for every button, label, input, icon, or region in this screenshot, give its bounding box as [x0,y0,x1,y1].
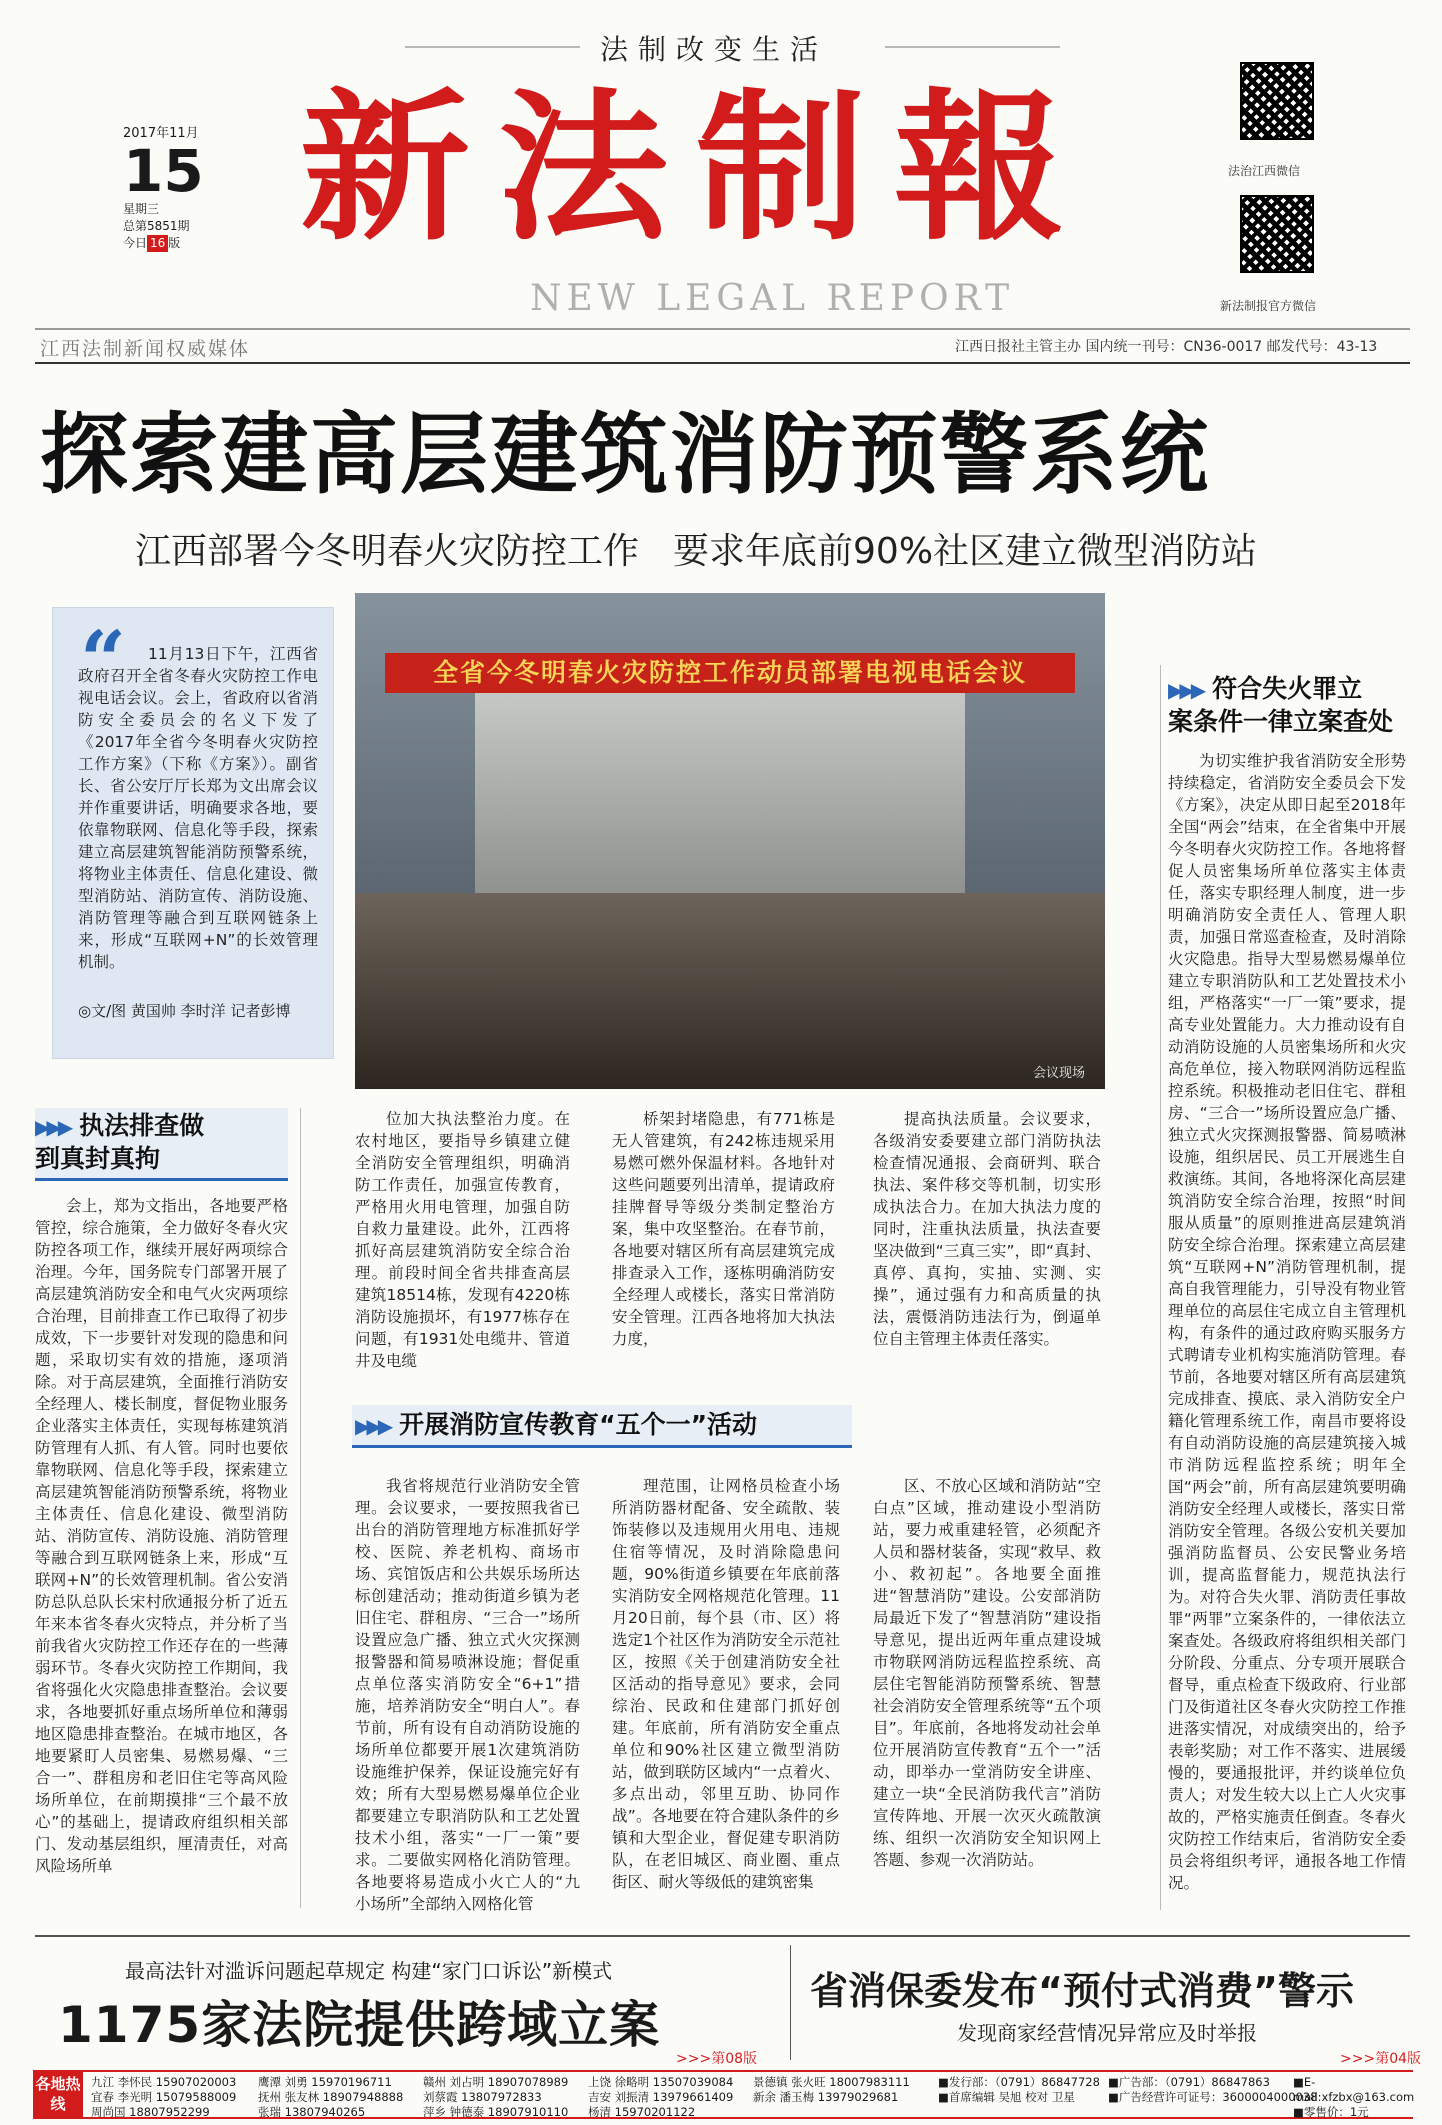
section-enforce-col3: 桥架封堵隐患，有771栋是无人管建筑，有242栋违规采用易燃可燃外保温材料。各地针对这些问题要列出清单，提请政府挂牌督导等级分类制定整治方案，集中攻坚整治。在春节前，各地要对辖区所有高层建筑完成排查录入工作，逐栋明确消防安全经理人或楼长，落实日常消防安全管理。江西各地将加大执法力度， [612,1110,835,1348]
bottom-right-page-ref[interactable]: >>>第04版 [1340,2051,1422,2067]
date-year-month: 2017年11月 [123,126,199,141]
column-divider-right [1160,665,1161,1910]
qr-code-weixin-2[interactable] [1240,195,1314,273]
weekday: 星期三 [123,202,160,216]
photo-audience [355,893,1105,1089]
hotline-group-3: 赣州 刘占明 18907078989 刘蔡霞 13807972833 萍乡 钟德泰 18907910110 [423,2075,569,2119]
arrow-icon: ▶▶▶ [1168,678,1203,702]
footer-hotlines [33,2070,1413,2119]
lead-headline: 探索建高层建筑消防预警系统 [40,403,1211,506]
hotline-group-2: 鹰潭 刘勇 15970196711 抚州 张友林 18907948888 张瑞 13807940265 [258,2075,404,2119]
lead-byline: ◎文/图 黄国帅 李时洋 记者彭博 [78,1002,291,1020]
issue-number: 总第5851期 [123,219,190,233]
section-edu-col1: 我省将规范行业消防安全管理。会议要求，一要按照我省已出台的消防管理地方标准抓好学校、医院、养老机构、商场市场、宾馆饭店和公共娱乐场所达标创建活动；推动街道乡镇为老旧住宅、群租房、“三合一”场所设置应急广播、独立式火灾探测报警器和简易喷淋设施；督促重点单位落实消防安全“6+1”措施，培养消防安全“明白人”。春节前，所有设有自动消防设施的场所单位都要开展1次建筑消防设施维护保养，保证设施完好有效；所有大型易燃易爆单位企业都要建立专职消防队和工艺处置技术小组，落实“一厂一策”要求。二要做实网格化消防管理。各地要将易造成小火亡人的“九小场所”全部纳入网格化管 [355,1477,580,1913]
lead-quote-text: 11月13日下午，江西省政府召开全省冬春火灾防控工作电视电话会议。会上，省政府以省消防安全委员会的名义下发了《2017年全省今冬明春火灾防控工作方案》（下称《方案》）。副省长、省公安厅厅长郑为文出席会议并作重要讲话，明确要求各地，要依靠物联网、信息化等手段，探索建立高层建筑智能消防预警系统，将物业主体责任、信息化建设、微型消防站、消防宣传、消防设施、消防管理等融合到互联网链条上来，形成“互联网+N”的长效管理机制。 [78,645,318,971]
slogan: 法制改变生活 [600,33,829,66]
arrow-icon: ▶▶▶ [355,1414,390,1438]
date-day: 15 [123,137,204,205]
section-enforce-col2: 位加大执法整治力度。在农村地区，要指导乡镇建立健全消防安全管理组织，明确消防工作责任，加强宣传教育，严格用火用电管理，加强自防自救力量建设。此外，江西将抓好高层建筑消防安全综合治理。前段时间全省共排查高层建筑18514栋，发现有4220栋消防设施损坏，有1977栋存在问题，有1931处电缆井、管道井及电缆 [355,1110,570,1370]
tagline: 江西法制新闻权威媒体 [40,338,251,360]
section-edu-col3: 区、不放心区域和消防站“空白点”区域，推动建设小型消防站，要力戒重建轻管，必须配齐人员和器材装备，实现“救早、救小、救初起”。各地要全面推进“智慧消防”建设。公安部消防局最近下发了“智慧消防”建设指导意见，提出近两年重点建设城市物联网消防远程监控系统、高层住宅智能消防预警系统、智慧社会消防安全管理系统等“五个项目”。年底前，各地将发动社会单位开展消防宣传教育“五个一”活动，即举办一堂消防安全讲座、建立一块“全民消防我代言”消防宣传阵地、开展一次灭火疏散演练、组织一次消防安全知识网上答题、参观一次消防站。 [873,1477,1101,1869]
bottom-right-headline[interactable]: 省消保委发布“预付式消费”警示 [810,1969,1354,2013]
arrow-icon: ▶▶▶ [35,1115,70,1139]
qr2-caption: 新法制报官方微信 [1220,299,1317,313]
publisher-info: 江西日报社主管主办 国内统一刊号：CN36-0017 邮发代号：43-13 [955,339,1378,355]
subhead-part-2: 要求年底前90%社区建立微型消防站 [673,531,1258,572]
infobar-divider [35,362,1410,364]
section-edu-title: ▶▶▶ 开展消防宣传教育“五个一”活动 [355,1410,758,1439]
bottom-left-page-ref[interactable]: >>>第08版 [676,2051,758,2067]
column-divider [300,1108,301,1908]
page-count: 今日 16 版 [123,236,181,250]
slogan-line-left [405,46,580,48]
lead-subhead [135,523,1291,574]
slogan-line-right [885,46,1060,48]
hotline-group-5: 景德镇 张火旺 18007983111 新余 潘玉梅 13979029681 [753,2075,910,2104]
section-enforce-col1: 会上，郑为文指出，各地要严格管控，综合施策，全力做好冬春火灾防控各项工作，继续开展好两项综合治理。今年，国务院专门部署开展了高层建筑消防安全和电气火灾两项综合治理，目前排查工作已取得了初步成效，下一步要针对发现的隐患和问题，采取切实有效的措施，逐项消除。对于高层建筑，全面推行消防安全经理人、楼长制度，督促物业服务企业落实主体责任，实现每栋建筑消防管理有人抓、有人管。同时也要依靠物联网、信息化等手段，探索建立高层建筑智能消防预警系统，将物业主体责任、信息化建设、微型消防站、消防宣传、消防设施、消防管理等融合到互联网链条上来，形成“互联网+N”的长效管理机制。省公安消防总队总队长宋村欣通报分析了近五年来本省冬春火灾特点，并分析了当前我省火灾防控工作还存在的一些薄弱环节。冬春火灾防控工作期间，我省将强化火灾隐患排查整治。会议要求，各地要抓好重点场所单位和薄弱地区隐患排查整治。在城市地区，各地要紧盯人员密集、易燃易爆、“三合一”、群租房和老旧住宅等高风险场所单位，在前期摸排“三个最不放心”的基础上，提请政府组织相关部门、发动基层组织，厘清责任，对高风险场所单 [35,1197,288,1875]
photo-screen [475,683,965,903]
masthead-title: 新法制報 [300,73,1093,263]
subhead-part-1: 江西部署今冬明春火灾防控工作 [135,531,640,572]
bottom-vertical-divider [790,1945,791,2060]
date-block [123,122,204,252]
bottom-right-subhead: 发现商家经营情况异常应及时举报 [957,2021,1257,2045]
bottom-divider [35,1935,1410,1937]
masthead-divider [35,328,1410,330]
section-edu-col2: 理范围，让网格员检查小场所消防器材配备、安全疏散、装饰装修以及违规用火用电、违规住宿等情况，及时消除隐患问题，90%街道乡镇要在年底前落实消防安全网格规范化管理。11月20日前，每个县（市、区）将选定1个社区作为消防安全示范社区，按照《关于创建消防安全社区活动的指导意见》要求，会同综治、民政和住建部门抓好创建。年底前，所有消防安全重点单位和90%社区建立微型消防站，做到联防区域内“一点着火、多点出动，邻里互助、协同作战”。各地要在符合建队条件的乡镇和大型企业，督促建专职消防队，在老旧城区、商业圈、重点街区、耐火等级低的建筑密集 [612,1477,840,1891]
photo-caption: 会议现场 [1032,1066,1085,1081]
photo-banner: 全省今冬明春火灾防控工作动员部署电视电话会议 [385,653,1075,693]
bottom-left-headline[interactable]: 1175家法院提供跨域立案 [58,1996,661,2054]
qr1-caption: 法治江西微信 [1228,164,1301,178]
hotline-group-1: 九江 李怀民 15907020003 宜春 李光明 15079588009 周尚国 18807952299 [91,2075,237,2119]
section-enforce-col4: 提高执法质量。会议要求，各级消安委要建立部门消防执法检查情况通报、会商研判、联合执法、案件移交等机制，切实形成执法合力。在加大执法力度的同时，注重执法质量，执法查要坚决做到“三真三实”，即“真封、真停、真拘，实抽、实测、实操”，通过强有力和高质量的执法，震慑消防违法行为，倒逼单位自主管理主体责任落实。 [873,1110,1101,1348]
contact-group-1: ■发行部：（0791）86847728 ■首席编辑 吴旭 校对 卫星 [938,2075,1100,2104]
contact-group-3: ■E-mail:xfzbx@163.com ■零售价：1元 [1293,2075,1415,2119]
section-enforce-title: ▶▶▶ 执法排查做 到真封真拘 [35,1111,205,1173]
section-case-title: ▶▶▶ 符合失火罪立 案条件一律立案查处 [1168,674,1394,736]
bottom-left-kicker: 最高法针对滥诉问题起草规定 构建“家门口诉讼”新模式 [125,1959,613,1983]
section-case-text: 为切实维护我省消防安全形势持续稳定，省消防安全委员会下发《方案》，决定从即日起至2018年全国“两会”结束，在全省集中开展今冬明春火灾防控工作。各地将督促人员密集场所单位落实主体责任，落实专职经理人制度，进一步明确消防安全责任人、管理人职责，加强日常巡查检查，及时消除火灾隐患。指导大型易燃易爆单位建立专职消防队和工艺处置技术小组，严格落实“一厂一策”要求，提高专业处置能力。大力推动设有自动消防设施的人员密集场所和火灾高危单位，接入物联网消防远程监控系统。积极推动老旧住宅、群租房、“三合一”场所设置应急广播、独立式火灾探测报警器、简易喷淋设施，组织居民、员工开展逃生自救演练。其间，各地将深化高层建筑消防安全综合治理，按照“时间服从质量”的原则推进高层建筑消防安全综合治理。探索建立高层建筑“互联网+N”消防管理机制，提高自我管理能力，引导没有物业管理单位的高层住宅成立自主管理机构，有条件的通过政府购买服务方式聘请专业机构实施消防管理。春节前，各地要对辖区所有高层建筑完成排查、摸底、录入消防安全户籍化管理系统工作，南昌市要将设有自动消防设施的高层建筑接入城市消防远程监控系统；明年全国“两会”前，所有高层建筑要明确消防安全经理人或楼长，落实日常消防安全管理。各级公安机关要加强消防监督员、公安民警业务培训，提高监督能力，规范执法行为。对符合失火罪、消防责任事故罪“两罪”立案条件的，一律依法立案查处。各级政府将组织相关部门分阶段、分重点、分专项开展联合督导，重点检查下级政府、行业部门及街道社区冬春火灾防控工作推进落实情况，对成绩突出的，给予表彰奖励；对工作不落实、进展缓慢的，要通报批评，并约谈单位负责人；对发生较大以上亡人火灾事故的，严格实施责任倒查。冬春火灾防控工作结束后，省消防安全委员会将组织考评，通报各地工作情况。 [1168,752,1406,1892]
contact-group-2: ■广告部：（0791）86847863 ■广告经营许可证号：3600004000038 [1108,2075,1318,2104]
masthead-english: NEW LEGAL REPORT [530,278,1015,319]
conference-photo [355,593,1105,1089]
hotline-group-4: 上饶 徐略明 13507039084 吉安 刘振清 13979661409 杨清 15970201122 [588,2075,734,2119]
footer-tag: 各地热线 [33,2072,83,2117]
qr-code-weixin-1[interactable] [1240,62,1314,140]
quote-mark-icon: “ [80,613,127,707]
